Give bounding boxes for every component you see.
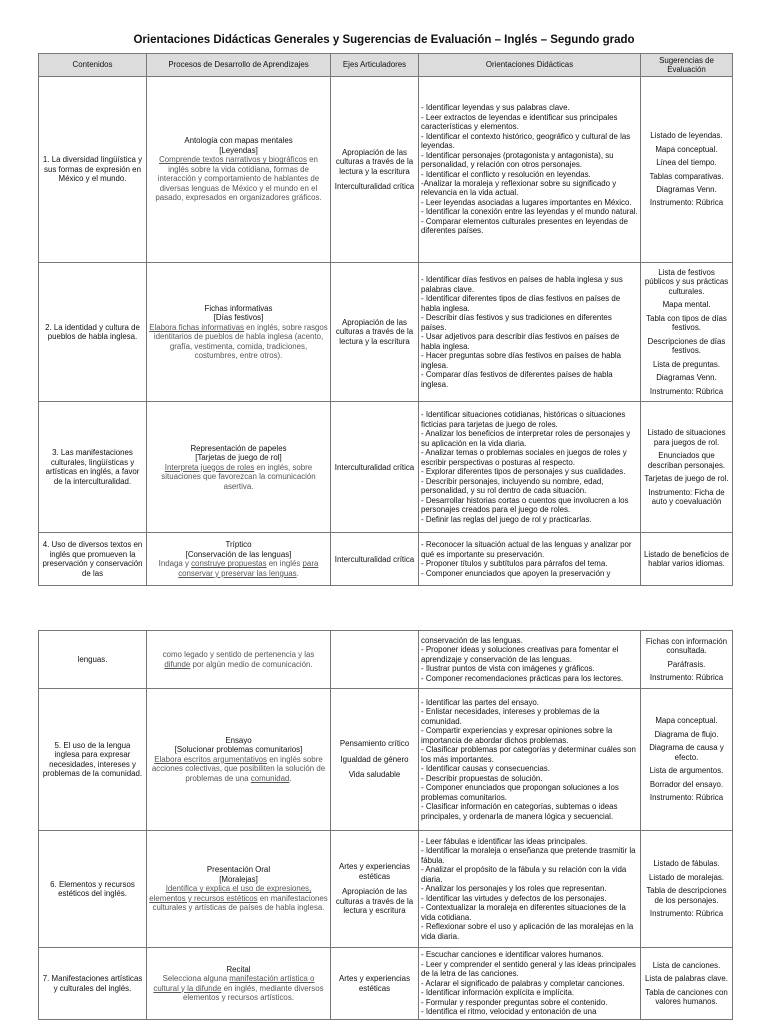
proceso-body: [149, 559, 328, 578]
evaluacion-item: Tarjetas de juego de rol.: [644, 474, 729, 484]
proceso-subtitle: [Conservación de las lenguas]: [185, 549, 292, 559]
proceso-title: Ensayo: [225, 735, 252, 745]
proceso-link: Identifica y explica el uso de expresiones, elementos y recursos estéticos: [149, 884, 312, 903]
evaluacion-item: Borrador del ensayo.: [649, 779, 724, 789]
evaluacion-item: Lista de argumentos.: [649, 766, 724, 776]
evaluacion-item: Lista de palabras clave.: [645, 974, 728, 984]
eje-item: Interculturalidad crítica: [334, 462, 415, 472]
cell-ejes: [331, 948, 419, 1020]
proceso-text: como legado y sentido de pertenencia y las: [162, 650, 315, 660]
header-contenidos: Contenidos: [39, 54, 147, 77]
cell-ejes: [331, 402, 419, 533]
orientacion-line: - Identificar leyendas y sus palabras clave.: [421, 103, 570, 113]
orientacion-line: - Hacer preguntas sobre días festivos en países de habla inglesa.: [421, 351, 622, 370]
orientacion-line: - Explorar diferentes tipos de personajes y sus cualidades.: [421, 467, 626, 477]
cell-ejes: [331, 689, 419, 831]
cell-orientaciones: [419, 831, 641, 948]
proceso-subtitle: [Solucionar problemas comunitarios]: [174, 745, 303, 755]
cell-ejes: [331, 77, 419, 263]
orientacion-line: - Analizar los beneficios de interpretar roles de personajes y su aplicación en la vida diaria.: [421, 429, 631, 448]
orientacion-line: - Identificar el conflicto y resolución en leyendas.: [421, 169, 591, 179]
orientacion-line: - Proponer títulos y subtítulos para párrafos del tema.: [421, 559, 608, 569]
orientacion-line: - Contextualizar la moraleja en diferentes situaciones de la vida cotidiana.: [421, 903, 626, 922]
orientacion-line: - Reconocer la situación actual de las lenguas y analizar por qué es importante su preservación.: [421, 540, 632, 559]
orientacion-line: -Analizar la moraleja y reflexionar sobre su significado y relevancia en la vida actual.: [421, 178, 617, 198]
table-row: [39, 77, 733, 263]
orientacion-line: - Escuchar canciones e identificar valores humanos.: [421, 950, 604, 960]
evaluacion-item: Diagrama de causa y efecto.: [649, 743, 724, 762]
proceso-text: en inglés: [266, 559, 303, 569]
cell-contenido: 7. Manifestaciones artísticas y culturales del inglés.: [39, 948, 147, 1020]
eje-item: Apropiación de las culturas a través de la lectura y la escritura: [335, 317, 414, 346]
evaluacion-item: Tabla de descripciones de los personajes.: [646, 886, 727, 905]
cell-proceso: [147, 533, 331, 586]
orientacion-line: - Componer enunciados que propongan soluciones a los problemas comunitarios.: [421, 783, 619, 802]
eje-item: Pensamiento crítico: [339, 739, 410, 749]
proceso-subtitle: [Tarjetas de juego de rol]: [195, 453, 282, 463]
header-evaluacion: Sugerencias de Evaluación: [641, 54, 733, 77]
proceso-subtitle: [Leyendas]: [219, 145, 258, 155]
orientacion-line: - Reflexionar sobre el uso y aplicación de las moralejas en la vida diaria.: [421, 922, 634, 941]
orientacion-line: - Ilustrar puntos de vista con imágenes y gráficos.: [421, 664, 595, 674]
evaluacion-item: Tabla de canciones con valores humanos.: [645, 987, 728, 1006]
cell-proceso: [147, 402, 331, 533]
evaluacion-item: Tabla con tipos de días festivos.: [646, 313, 727, 333]
orientacion-line: - Leer y comprender el sentido general y las ideas principales de la letra de las canciones.: [421, 959, 636, 979]
eje-item: Vida saludable: [348, 770, 401, 780]
eje-item: Apropiación de las culturas a través de la lectura y escritura: [335, 887, 414, 916]
cell-evaluacion: [641, 689, 733, 831]
evaluacion-item: Instrumento: Rúbrica: [649, 386, 724, 396]
proceso-link: Elabora fichas informativas: [149, 322, 244, 332]
table-row: [39, 689, 733, 831]
orientacion-line: - Identificar el contexto histórico, geográfico y cultural de las leyendas.: [421, 131, 631, 151]
evaluacion-item: Mapa conceptual.: [655, 716, 718, 726]
table-row: [39, 263, 733, 402]
cell-proceso: [147, 263, 331, 402]
cell-evaluacion: [641, 77, 733, 263]
evaluacion-item: Listado de situaciones para juegos de rol.: [647, 428, 726, 447]
orientacion-line: - Clasificar información en categorías, subtemas o ideas principales, y ordenarla de manera lógica y secuencial.: [421, 802, 618, 821]
orientacion-line: - Analizar el propósito de la fábula y su relación con la vida diaria.: [421, 865, 627, 884]
cell-evaluacion: [641, 402, 733, 533]
proceso-link: manifestación artística o cultural y la difunde: [153, 974, 315, 993]
proceso-text: en inglés sobre acciones colectivas, que posibiliten la solución de problemas de una: [151, 754, 326, 783]
cell-ejes: [331, 263, 419, 402]
orientacion-line: - Definir las reglas del juego de rol y practicarlas.: [421, 514, 592, 524]
proceso-link: Interpreta juegos de roles: [164, 462, 255, 472]
cell-proceso: [147, 689, 331, 831]
eje-item: Igualdad de género: [340, 754, 409, 764]
cell-evaluacion: [641, 948, 733, 1020]
cell-proceso: [147, 831, 331, 948]
evaluacion-item: Instrumento: Rúbrica: [649, 909, 724, 919]
proceso-subtitle: [Días festivos]: [213, 313, 264, 323]
evaluacion-item: Listado de leyendas.: [650, 131, 723, 141]
cell-ejes: [331, 631, 419, 689]
orientacion-line: - Clasificar problemas por categorías y determinar cuáles son los más importantes.: [421, 745, 636, 764]
orientacion-line: - Compartir experiencias y expresar opiniones sobre la importancia de abordar dichos problemas.: [421, 726, 613, 745]
evaluacion-item: Descripciones de días festivos.: [647, 336, 726, 356]
proceso-text: en inglés sobre la vida cotidiana, formas de interacción y comportamiento de hablantes de diversas lenguas de México y el mundo en el pasado, expresados en organizadores gráficos.: [155, 155, 322, 203]
evaluacion-item: Línea del tiempo.: [656, 158, 717, 168]
table-row: [39, 831, 733, 948]
cell-orientaciones: [419, 263, 641, 402]
cell-evaluacion: [641, 533, 733, 586]
proceso-post-text: por algún medio de comunicación.: [190, 659, 313, 669]
proceso-post-text: .: [296, 568, 299, 578]
evaluacion-item: Instrumento: Ficha de auto y coevaluación: [648, 487, 725, 507]
table-page-2: [38, 630, 733, 1020]
orientacion-line: - Leer leyendas asociadas a lugares importantes en México.: [421, 197, 632, 207]
cell-contenido: 5. El uso de la lengua inglesa para expresar necesidades, intereses y problemas de la comunidad.: [39, 689, 147, 831]
table-page-1: [38, 53, 733, 586]
proceso-link: difunde: [164, 659, 191, 669]
cell-orientaciones: [419, 77, 641, 263]
orientacion-line: - Componer recomendaciones prácticas para los lectores.: [421, 673, 624, 683]
orientacion-line: - Identificar las virtudes y defectos de los personajes.: [421, 893, 607, 903]
orientacion-line: - Aclarar el significado de palabras y completar canciones.: [421, 978, 625, 988]
evaluacion-item: Tablas comparativas.: [649, 171, 724, 181]
orientacion-line: - Proponer ideas y soluciones creativas para fomentar el aprendizaje y conservación de las lenguas.: [421, 645, 619, 664]
evaluacion-item: Fichas con información consultada.: [645, 636, 728, 656]
orientacion-line: - Comparar elementos culturales presentes en leyendas de diferentes países.: [421, 216, 629, 236]
proceso-subtitle: [Moralejas]: [219, 874, 258, 884]
evaluacion-item: Instrumento: Rúbrica: [649, 198, 724, 208]
header-procesos: Procesos de Desarrollo de Aprendizajes: [147, 54, 331, 77]
cell-orientaciones: [419, 533, 641, 586]
evaluacion-item: Lista de festivos públicos y sus prácticas culturales.: [644, 268, 729, 296]
cell-contenido: 4. Uso de diversos textos en inglés que promueven la preservación y conservación de las: [39, 533, 147, 586]
proceso-pre-text: Indaga y: [158, 559, 192, 569]
evaluacion-item: Diagramas Venn.: [656, 184, 717, 194]
evaluacion-item: Enunciados que describan personajes.: [647, 451, 726, 470]
orientacion-line: - Identificar las partes del ensayo.: [421, 697, 539, 707]
proceso-body: [149, 463, 328, 491]
orientacion-line: - Formular y responder preguntas sobre el contenido.: [421, 997, 608, 1007]
orientacion-line: - Identifica el ritmo, velocidad y entonación de una: [421, 1007, 597, 1017]
proceso-link-2: comunidad: [250, 773, 290, 783]
cell-orientaciones: [419, 402, 641, 533]
proceso-body: [149, 884, 328, 912]
orientacion-line: - Analizar temas o problemas sociales en juegos de roles y escribir perspectivas o posturas al respecto.: [421, 448, 627, 467]
cell-proceso: [147, 631, 331, 689]
eje-item: Artes y experiencias estéticas: [338, 974, 411, 993]
proceso-link-2: para conservar y preservar las lenguas: [178, 559, 319, 578]
header-ejes: Ejes Articuladores: [331, 54, 419, 77]
cell-orientaciones: [419, 631, 641, 689]
cell-orientaciones: [419, 948, 641, 1020]
proceso-text: en inglés, sobre rasgos identitarios de pueblos de habla inglesa (acento, grafía, vestimenta, comida, tradiciones, costumbres, entre otros).: [153, 322, 328, 361]
orientacion-line: - Identificar información explícita e implícita.: [421, 988, 575, 998]
orientacion-line: - Identificar personajes (protagonista y antagonista), su personalidad, y relación con otros personajes.: [421, 150, 614, 170]
orientacion-line: - Desarrollar historias cortas o cuentos que involucren a los personajes creados para el juego de roles.: [421, 495, 629, 515]
cell-proceso: [147, 77, 331, 263]
orientacion-line: - Describir propuestas de solución.: [421, 773, 543, 783]
evaluacion-item: Listado de beneficios de hablar varios idiomas.: [643, 549, 730, 569]
orientacion-line: - Describir días festivos y sus tradiciones en diferentes países.: [421, 313, 612, 332]
proceso-text: en inglés, sobre situaciones que favorezcan la comunicación asertiva.: [161, 462, 316, 491]
proceso-title: Presentación Oral: [206, 865, 271, 875]
evaluacion-item: Lista de canciones.: [652, 960, 721, 970]
cell-evaluacion: [641, 831, 733, 948]
orientacion-line: - Enlistar necesidades, intereses y problemas de la comunidad.: [421, 707, 600, 726]
cell-contenido: lenguas.: [39, 631, 147, 689]
table-row: [39, 948, 733, 1020]
proceso-body: [149, 323, 328, 361]
eje-item: Artes y experiencias estéticas: [338, 862, 411, 881]
orientacion-line: - Identificar días festivos en países de habla inglesa y sus palabras clave.: [421, 275, 623, 294]
evaluacion-item: Mapa mental.: [662, 300, 711, 310]
orientacion-line: - Comparar días festivos de diferentes países de habla inglesa.: [421, 370, 613, 389]
evaluacion-item: Lista de preguntas.: [652, 359, 721, 369]
orientacion-line: - Identificar situaciones cotidianas, históricas o situaciones ficticias para tarjetas de juego de roles.: [421, 410, 626, 429]
cell-evaluacion: [641, 263, 733, 402]
proceso-body: [149, 755, 328, 783]
table-row: [39, 533, 733, 586]
page-title: Orientaciones Didácticas Generales y Sugerencias de Evaluación – Inglés – Segundo grado: [133, 34, 635, 46]
cell-contenido: 2. La identidad y cultura de pueblos de habla inglesa.: [39, 263, 147, 402]
header-orientaciones: Orientaciones Didácticas: [419, 54, 641, 77]
evaluacion-item: Paráfrasis.: [667, 659, 706, 669]
proceso-title: Fichas informativas: [204, 303, 273, 313]
table-row: [39, 402, 733, 533]
proceso-link: construye propuestas: [191, 559, 267, 569]
orientacion-line: - Leer fábulas e identificar las ideas principales.: [421, 836, 588, 846]
orientacion-line: - Analizar los personajes y los roles que representan.: [421, 884, 607, 894]
orientacion-line: - Identificar la conexión entre las leyendas y el mundo natural.: [421, 207, 638, 217]
table-header-row: [39, 54, 733, 77]
cell-contenido: 1. La diversidad lingüística y sus formas de expresión en México y el mundo.: [39, 77, 147, 263]
evaluacion-item: Diagrama de flujo.: [654, 729, 719, 739]
proceso-title: Recital: [226, 964, 251, 974]
cell-contenido: 3. Las manifestaciones culturales, lingüísticas y artísticas en inglés, a favor de la interculturalidad.: [39, 402, 147, 533]
orientacion-line: - Leer extractos de leyendas e identificar sus principales características y elementos.: [421, 112, 618, 132]
evaluacion-item: Diagramas Venn.: [656, 373, 717, 383]
proceso-title: Tríptico: [225, 540, 252, 550]
cell-evaluacion: [641, 631, 733, 689]
cell-proceso: [147, 948, 331, 1020]
eje-item: Apropiación de las culturas a través de la lectura y la escritura: [335, 147, 414, 176]
proceso-pre-text: Selecciona alguna: [162, 974, 230, 984]
orientacion-line: - Identificar causas y consecuencias.: [421, 764, 550, 774]
proceso-link: Comprende textos narrativos y biográficos: [159, 155, 307, 165]
eje-item: Interculturalidad crítica: [334, 181, 415, 191]
table-row: [39, 631, 733, 689]
orientacion-line: - Describir personajes, incluyendo su nombre, edad, personalidad, y su rol dentro de cada situación.: [421, 476, 604, 496]
proceso-text: en manifestaciones culturales y artísticas de países de habla inglesa.: [152, 893, 328, 913]
proceso-link: Elabora escritos argumentativos: [154, 754, 267, 764]
evaluacion-item: Listado de fábulas.: [653, 859, 720, 869]
proceso-body: [149, 650, 328, 669]
orientacion-line: - Usar adjetivos para describir días festivos en países de habla inglesa.: [421, 332, 620, 351]
orientacion-line: - Componer enunciados que apoyen la preservación y: [421, 568, 611, 578]
cell-ejes: [331, 831, 419, 948]
proceso-title: Antología con mapas mentales: [184, 136, 293, 146]
cell-contenido: 6. Elementos y recursos estéticos del inglés.: [39, 831, 147, 948]
evaluacion-item: Instrumento: Rúbrica: [649, 793, 724, 803]
eje-item: Interculturalidad crítica: [334, 554, 415, 564]
orientacion-line: - Identificar la moraleja o enseñanza que pretende trasmitir la fábula.: [421, 846, 636, 865]
evaluacion-item: Listado de moralejas.: [648, 872, 724, 882]
evaluacion-item: Mapa conceptual.: [655, 144, 718, 154]
proceso-title: Representación de papeles: [190, 443, 287, 453]
orientacion-line: conservación de las lenguas.: [421, 635, 523, 645]
proceso-body: [149, 155, 328, 202]
cell-ejes: [331, 533, 419, 586]
proceso-body: [149, 974, 328, 1002]
orientacion-line: - Identificar diferentes tipos de días festivos en países de habla inglesa.: [421, 294, 621, 313]
evaluacion-item: Instrumento: Rúbrica: [649, 672, 724, 682]
proceso-text: en inglés, mediante diversos elementos y recursos artísticos.: [183, 983, 324, 1002]
cell-orientaciones: [419, 689, 641, 831]
proceso-post-text: .: [289, 773, 292, 783]
